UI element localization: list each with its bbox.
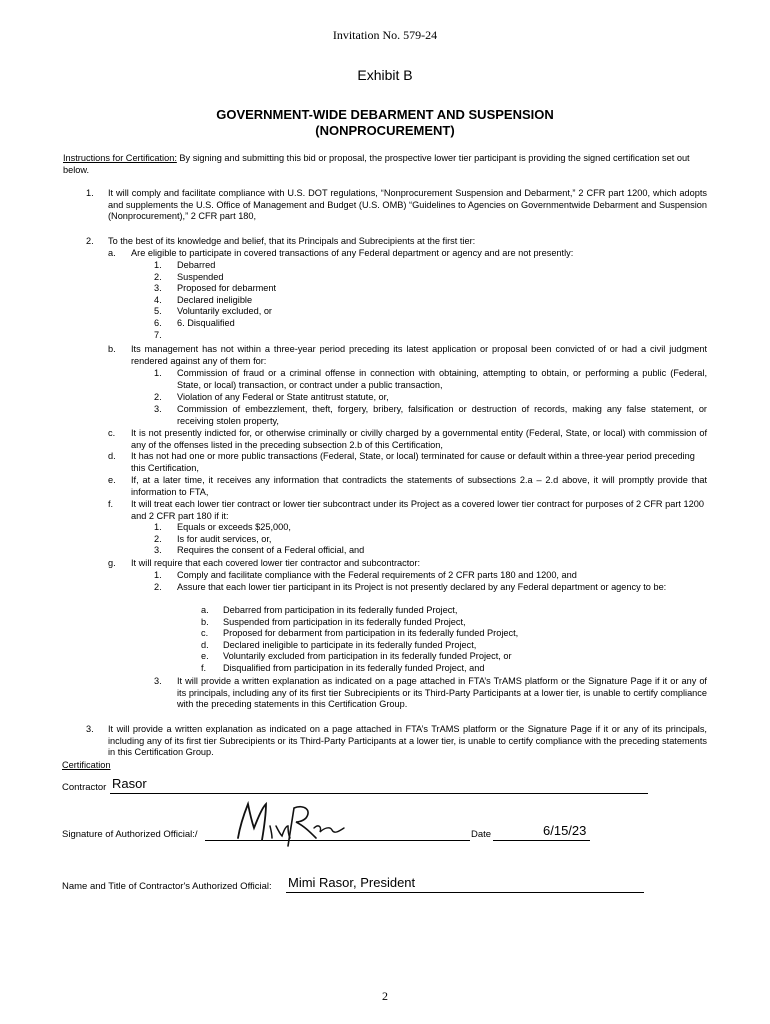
item-2-number: 2. (86, 236, 94, 246)
title-line-2: (NONPROCUREMENT) (315, 123, 455, 138)
item-1-number: 1. (86, 188, 94, 198)
item-2b3-text: Commission of embezzlement, theft, forgery, bribery, falsification or destruction of records, making any false statement, or receiving stolen property, (177, 404, 707, 426)
item-2b1-number: 1. (154, 368, 162, 378)
list-item: 3. Proposed for debarment (154, 283, 277, 294)
list-item: a. Debarred from participation in its federally funded Project, (201, 605, 458, 615)
item-2b-letter: b. (108, 344, 116, 354)
item-2e-letter: e. (108, 475, 116, 485)
item-2b-text: Its management has not within a three-year period preceding its latest application or proposal been convicted of or had a civil judgment rendered against any of them for: (131, 344, 707, 366)
certification-heading: Certification (62, 760, 111, 770)
list-item: 7. (154, 329, 162, 340)
signature-label: Signature of Authorized Official:/ (62, 829, 198, 840)
item-2g2-text: Assure that each lower tier participant in its Project is not presently declared by any Federal department or agency to be: (177, 582, 667, 592)
item-2a-letter: a. (108, 248, 116, 258)
item-2f-text: It will treat each lower tier contract or lower tier subcontract under its Project as a covered lower tier contract for purposes of 2 CFR part 1200 and 2 CFR part 180 if it: (131, 499, 704, 521)
item-2g-letter: g. (108, 558, 116, 568)
list-item: e. Voluntarily excluded from participation in its federally funded Project, or (201, 651, 512, 662)
list-item: b. Suspended from participation in its federally funded Project, (201, 616, 466, 627)
item-2b1-text: Commission of fraud or a criminal offense in connection with obtaining, attempting to obtain, or performing a public (Federal, State, or local) transaction, or contract under a public transaction, (177, 368, 707, 390)
date-label: Date (471, 829, 492, 840)
list-item: 1. Equals or exceeds $25,000, (154, 522, 291, 532)
list-item: c. Proposed for debarment from participation in its federally funded Project, (201, 628, 519, 639)
list-item: 3. Requires the consent of a Federal official, and (154, 545, 365, 556)
contractor-value: Rasor (112, 776, 147, 791)
item-1-text: It will comply and facilitate compliance with U.S. DOT regulations, “Nonprocurement Suspension and Debarment,” 2 CFR part 1200, which adopts and supplements the U.S. Office of Management and Budget (U.S. OMB) “Guidelines to Agencies on Governmentwide Debarment and Suspension (Nonprocurement),” 2 CFR part 180, (108, 188, 707, 222)
item-2g3-number: 3. (154, 676, 162, 686)
list-item: 2. Is for audit services, or, (154, 533, 272, 544)
title-line-1: GOVERNMENT-WIDE DEBARMENT AND SUSPENSION (216, 107, 554, 122)
instructions-text: By signing and submitting this bid or proposal, the prospective lower tier participant is providing the signed certification set out below. (63, 153, 690, 175)
list-item: 5. Voluntarily excluded, or (154, 306, 272, 317)
item-2b2-number: 2. (154, 392, 162, 402)
contractor-field[interactable] (110, 776, 648, 794)
name-title-value: Mimi Rasor, President (288, 875, 416, 890)
item-2g2-list (201, 605, 681, 675)
list-item: 2. Suspended (154, 271, 224, 282)
document-title (0, 107, 770, 139)
item-2-text: To the best of its knowledge and belief, that its Principals and Subrecipients at the first tier: (108, 236, 476, 246)
item-2b2-text: Violation of any Federal or State antitrust statute, or, (177, 392, 389, 402)
item-2b3-number: 3. (154, 404, 162, 414)
item-2g1-text: Comply and facilitate compliance with the Federal requirements of 2 CFR parts 180 and 1200, and (177, 570, 577, 580)
item-2g1-number: 1. (154, 570, 162, 580)
item-2d-letter: d. (108, 451, 116, 461)
instructions (63, 153, 713, 176)
item-2g3-text: It will provide a written explanation as indicated on a page attached in FTA’s TrAMS platform or the Signature Page if it or any of its principals, including any of its first tier Subrecipients or its Third-Party Participants at a lower tier, is unable to certify compliance with the preceding statements in this Certification Group. (177, 676, 707, 710)
instructions-label: Instructions for Certification: (63, 153, 177, 163)
item-3-number: 3. (86, 724, 94, 734)
item-2e-text: If, at a later time, it receives any information that contradicts the statements of subsections 2.a – 2.d above, it will promptly provide that information to FTA, (131, 475, 707, 497)
name-title-label: Name and Title of Contractor's Authorized Official: (62, 881, 272, 892)
item-2a-list (154, 260, 554, 341)
item-3-text: It will provide a written explanation as indicated on a page attached in FTA’s TrAMS platform or the Signature Page if it or any of its principals, including any of its first tier Subrecipients or its Third-Party Participants at a lower tier, is unable to certify compliance with the preceding statements in this Certification Group. (108, 724, 707, 758)
date-value: 6/15/23 (543, 823, 587, 838)
page-number: 2 (382, 989, 388, 1003)
list-item: 1. Debarred (154, 260, 216, 270)
item-2c-text: It is not presently indicted for, or otherwise criminally or civilly charged by a governmental entity (Federal, State, or local) with commission of any of the offenses listed in the preceding subsection 2.b of this Certification, (131, 428, 707, 450)
exhibit-label: Exhibit B (357, 67, 413, 83)
item-2g-text: It will require that each covered lower tier contractor and subcontractor: (131, 558, 421, 568)
contractor-label: Contractor (62, 782, 107, 793)
item-2g2-number: 2. (154, 582, 162, 592)
list-item: f. Disqualified from participation in its federally funded Project, and (201, 662, 485, 673)
item-2d-text: It has not had one or more public transactions (Federal, State, or local) terminated for cause or default within a three-year period preceding this Certification, (131, 451, 695, 473)
item-2c-letter: c. (108, 428, 116, 438)
list-item: d. Declared ineligible to participate in its federally funded Project, (201, 639, 477, 650)
handwritten-signature (226, 798, 356, 852)
item-2a-text: Are eligible to participate in covered transactions of any Federal department or agency and are not presently: (131, 248, 574, 258)
item-2f-list (154, 522, 554, 557)
invitation-number: Invitation No. 579-24 (332, 28, 438, 42)
list-item: 4. Declared ineligible (154, 294, 253, 305)
list-item: 6. 6. Disqualified (154, 317, 235, 328)
item-2f-letter: f. (108, 499, 114, 509)
